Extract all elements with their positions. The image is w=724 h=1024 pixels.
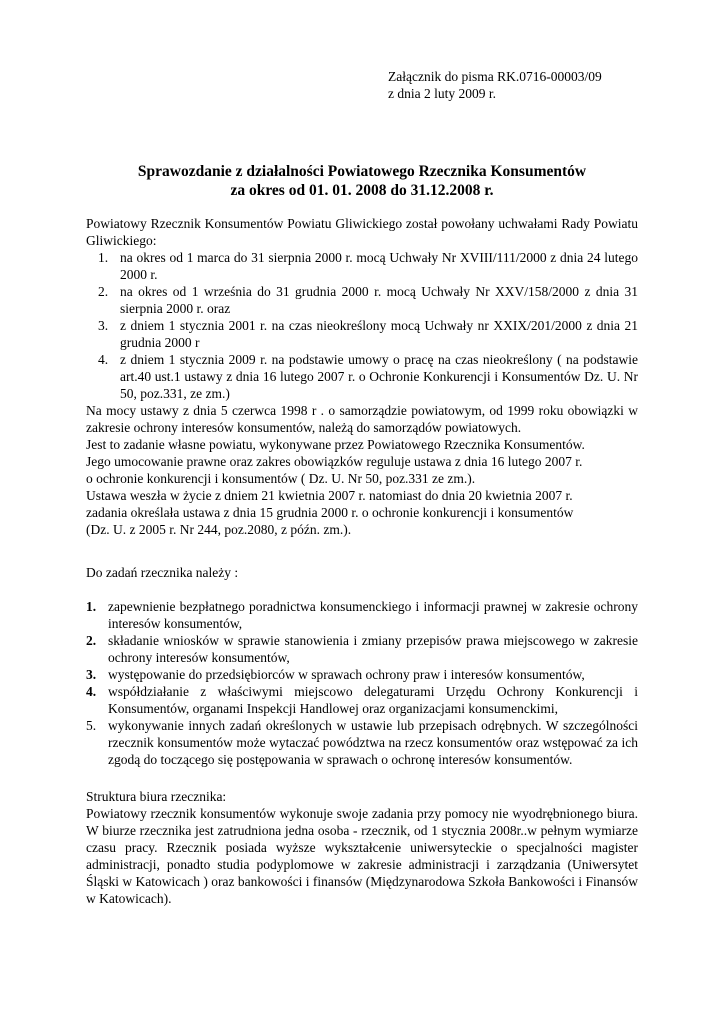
legal-line: Jego umocowanie prawne oraz zakres obowiązków reguluje ustawa z dnia 16 lutego 2007 r.	[86, 454, 583, 469]
tasks-section	[86, 564, 638, 768]
list-text: składanie wniosków w sprawie stanowienia i zmiany przepisów prawa miejscowego w zakresie ochrony interesów konsumentów,	[108, 633, 638, 665]
list-item	[98, 351, 638, 402]
list-item	[86, 666, 638, 683]
title-line-1: Sprawozdanie z działalności Powiatowego Rzecznika Konsumentów	[137, 163, 587, 180]
tasks-heading: Do zadań rzecznika należy :	[86, 565, 239, 580]
list-number: 5.	[86, 718, 97, 733]
legal-line: Na mocy ustawy z dnia 5 czerwca 1998 r . o samorządzie powiatowym, od 1999 roku obowiązki w zakresie ochrony interesów konsumentów, należą do samorządów powiatowych.	[86, 403, 638, 435]
report-title	[88, 162, 636, 200]
list-text: z dniem 1 stycznia 2009 r. na podstawie umowy o pracę na czas nieokreślony ( na podstawie art.40 ust.1 ustawy z dnia 16 lutego 2007 r. o Ochronie Konkurencji i Konsumentów Dz. U. Nr 50, poz.331, ze zm.)	[120, 352, 638, 401]
list-number: 1.	[98, 250, 109, 265]
structure-section	[86, 788, 638, 907]
list-number: 1.	[86, 599, 97, 614]
legal-line: o ochronie konkurencji i konsumentów ( Dz. U. Nr 50, poz.331 ze zm.).	[86, 471, 476, 486]
legal-line: zadania określała ustawa z dnia 15 grudnia 2000 r. o ochronie konkurencji i konsumentów	[86, 505, 574, 520]
list-item	[86, 683, 638, 717]
list-item	[98, 317, 638, 351]
structure-paragraph: Powiatowy rzecznik konsumentów wykonuje swoje zadania przy pomocy nie wyodrębnionego biura. W biurze rzecznika jest zatrudniona jedna osoba - rzecznik, od 1 stycznia 2008r..w pełnym wymiarze czasu pracy. Rzecznik posiada wyższe wykształcenie uniwersyteckie o specjalności magister administracji, ponadto studia podyplomowe w zakresie administracji i zarządzania (Uniwersytet Śląski w Katowicach ) oraz bankowości i finansów (Międzynarodowa Szkoła Bankowości i Finansów w Katowicach).	[86, 806, 638, 906]
list-text: wykonywanie innych zadań określonych w ustawie lub przepisach odrębnych. W szczególności rzecznik konsumentów może wytaczać powództwa na rzecz konsumentów oraz wstępować za ich zgodą do toczącego się postępowania w sprawach o ochronę interesów konsumentów.	[108, 718, 638, 767]
list-number: 4.	[86, 684, 97, 699]
list-item	[86, 632, 638, 666]
list-number: 4.	[98, 352, 109, 367]
intro-paragraph: Powiatowy Rzecznik Konsumentów Powiatu Gliwickiego został powołany uchwałami Rady Powiatu Gliwickiego:	[86, 216, 638, 248]
list-text: na okres od 1 marca do 31 sierpnia 2000 r. mocą Uchwały Nr XVIII/111/2000 z dnia 24 lutego 2000 r.	[120, 250, 638, 282]
structure-heading: Struktura biura rzecznika:	[86, 789, 227, 804]
list-item	[98, 249, 638, 283]
legal-line: Jest to zadanie własne powiatu, wykonywane przez Powiatowego Rzecznika Konsumentów.	[86, 437, 585, 452]
legal-basis-paragraph	[86, 402, 638, 538]
list-text: na okres od 1 września do 31 grudnia 2000 r. mocą Uchwały Nr XXV/158/2000 z dnia 31 sierpnia 2000 r. oraz	[120, 284, 638, 316]
list-item	[86, 717, 638, 768]
tasks-list	[86, 598, 638, 768]
list-number: 3.	[86, 667, 97, 682]
list-number: 2.	[86, 633, 97, 648]
annex-reference	[388, 68, 602, 102]
annex-line-2: z dnia 2 luty 2009 r.	[388, 86, 496, 101]
list-number: 2.	[98, 284, 109, 299]
title-line-2: za okres od 01. 01. 2008 do 31.12.2008 r.	[230, 182, 494, 199]
annex-line-1: Załącznik do pisma RK.0716-00003/09	[388, 69, 602, 84]
list-item	[98, 283, 638, 317]
list-item	[86, 598, 638, 632]
appointments-list	[86, 249, 638, 402]
legal-line: Ustawa weszła w życie z dniem 21 kwietnia 2007 r. natomiast do dnia 20 kwietnia 2007 r.	[86, 488, 573, 503]
legal-line: (Dz. U. z 2005 r. Nr 244, poz.2080, z późn. zm.).	[86, 522, 352, 537]
list-number: 3.	[98, 318, 109, 333]
list-text: z dniem 1 stycznia 2001 r. na czas nieokreślony mocą Uchwały nr XXIX/201/2000 z dnia 21 grudnia 2000 r	[120, 318, 638, 350]
list-text: występowanie do przedsiębiorców w sprawach ochrony praw i interesów konsumentów,	[108, 667, 585, 682]
intro-section	[86, 215, 638, 538]
list-text: współdziałanie z właściwymi miejscowo delegaturami Urzędu Ochrony Konkurencji i Konsumentów, organami Inspekcji Handlowej oraz organizacjami konsumenckimi,	[108, 684, 638, 716]
list-text: zapewnienie bezpłatnego poradnictwa konsumenckiego i informacji prawnej w zakresie ochrony interesów konsumentów,	[108, 599, 638, 631]
